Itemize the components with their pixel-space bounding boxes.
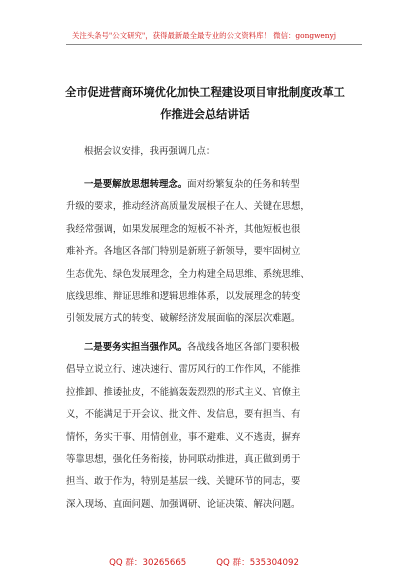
footer-qq-group-2: QQ 群：535304092 [216, 558, 299, 568]
header-divider [66, 44, 362, 45]
paragraph-2-first-line [66, 337, 346, 359]
paragraph-1-line: 升级的要求，推动经济高质量发展根子在人、关键在思想， [66, 201, 310, 213]
paragraph-2-line: 拉推卸、推诿扯皮，不能搞轰轰烈烈的形式主义、官僚主 [66, 386, 301, 398]
title-line-2: 作推进会总结讲话 [160, 108, 250, 121]
paragraph-1-first-line-rest: 面对纷繁复杂的任务和转型 [187, 179, 300, 190]
paragraph-1-lead: 一是要解放思想转理念。 [84, 179, 188, 190]
paragraph-2-line: 等靠思想，强化任务衔接，协同联动推进，真正做到勇于 [66, 453, 301, 465]
paragraph-2-line: 倡导立说立行、速决速行、雷厉风行的工作作风，不能推 [66, 364, 301, 376]
paragraph-2-line: 深入现场、直面问题、加强调研、论证决策、解决问题。 [66, 498, 301, 510]
footer-contact [0, 556, 408, 568]
document-title [60, 82, 350, 126]
paragraph-1-first-line [66, 174, 346, 196]
paragraph-1-line: 底线思维、辩证思维和逻辑思维体系，以发展理念的转变 [66, 290, 301, 302]
title-line-1: 全市促进营商环境优化加快工程建设项目审批制度改革工 [65, 86, 345, 99]
paragraph-1-line: 我经常强调，如果发展理念的短板不补齐，其他短板也很 [66, 223, 301, 235]
paragraph-1-line: 引领发展方式的转变、破解经济发展面临的深层次难题。 [66, 313, 301, 325]
intro-line: 根据会议安排，我再强调几点： [84, 146, 216, 157]
paragraph-2-lead: 二是要务实担当强作风。 [84, 342, 188, 353]
footer-qq-group-1: QQ 群：30265665 [109, 558, 187, 568]
intro-paragraph [66, 141, 346, 163]
paragraph-2-line: 义，不能满足于开会议、批文件、发信息，要有担当、有 [66, 409, 301, 421]
paragraph-2 [66, 337, 346, 516]
paragraph-1-line: 难补齐。各地区各部门特别是新班子新领导，要牢固树立 [66, 246, 301, 258]
header-promo-note: 关注头条号"公文研究"，获得最新最全最专业的公文资料库！ 微信：gongwenyj [71, 31, 337, 40]
paragraph-2-line: 情怀，务实干事、用情创业，事不避难、义不逃责，摒弃 [66, 431, 301, 443]
paragraph-2-first-line-rest: 各战线各地区各部门要积极 [187, 342, 300, 353]
paragraph-1-line: 生态优先、绿色发展理念，全力构建全局思维、系统思维、 [66, 268, 310, 280]
paragraph-2-line: 担当、敢于作为，特别是基层一线、关键环节的同志，要 [66, 476, 301, 488]
paragraph-1 [66, 174, 346, 331]
